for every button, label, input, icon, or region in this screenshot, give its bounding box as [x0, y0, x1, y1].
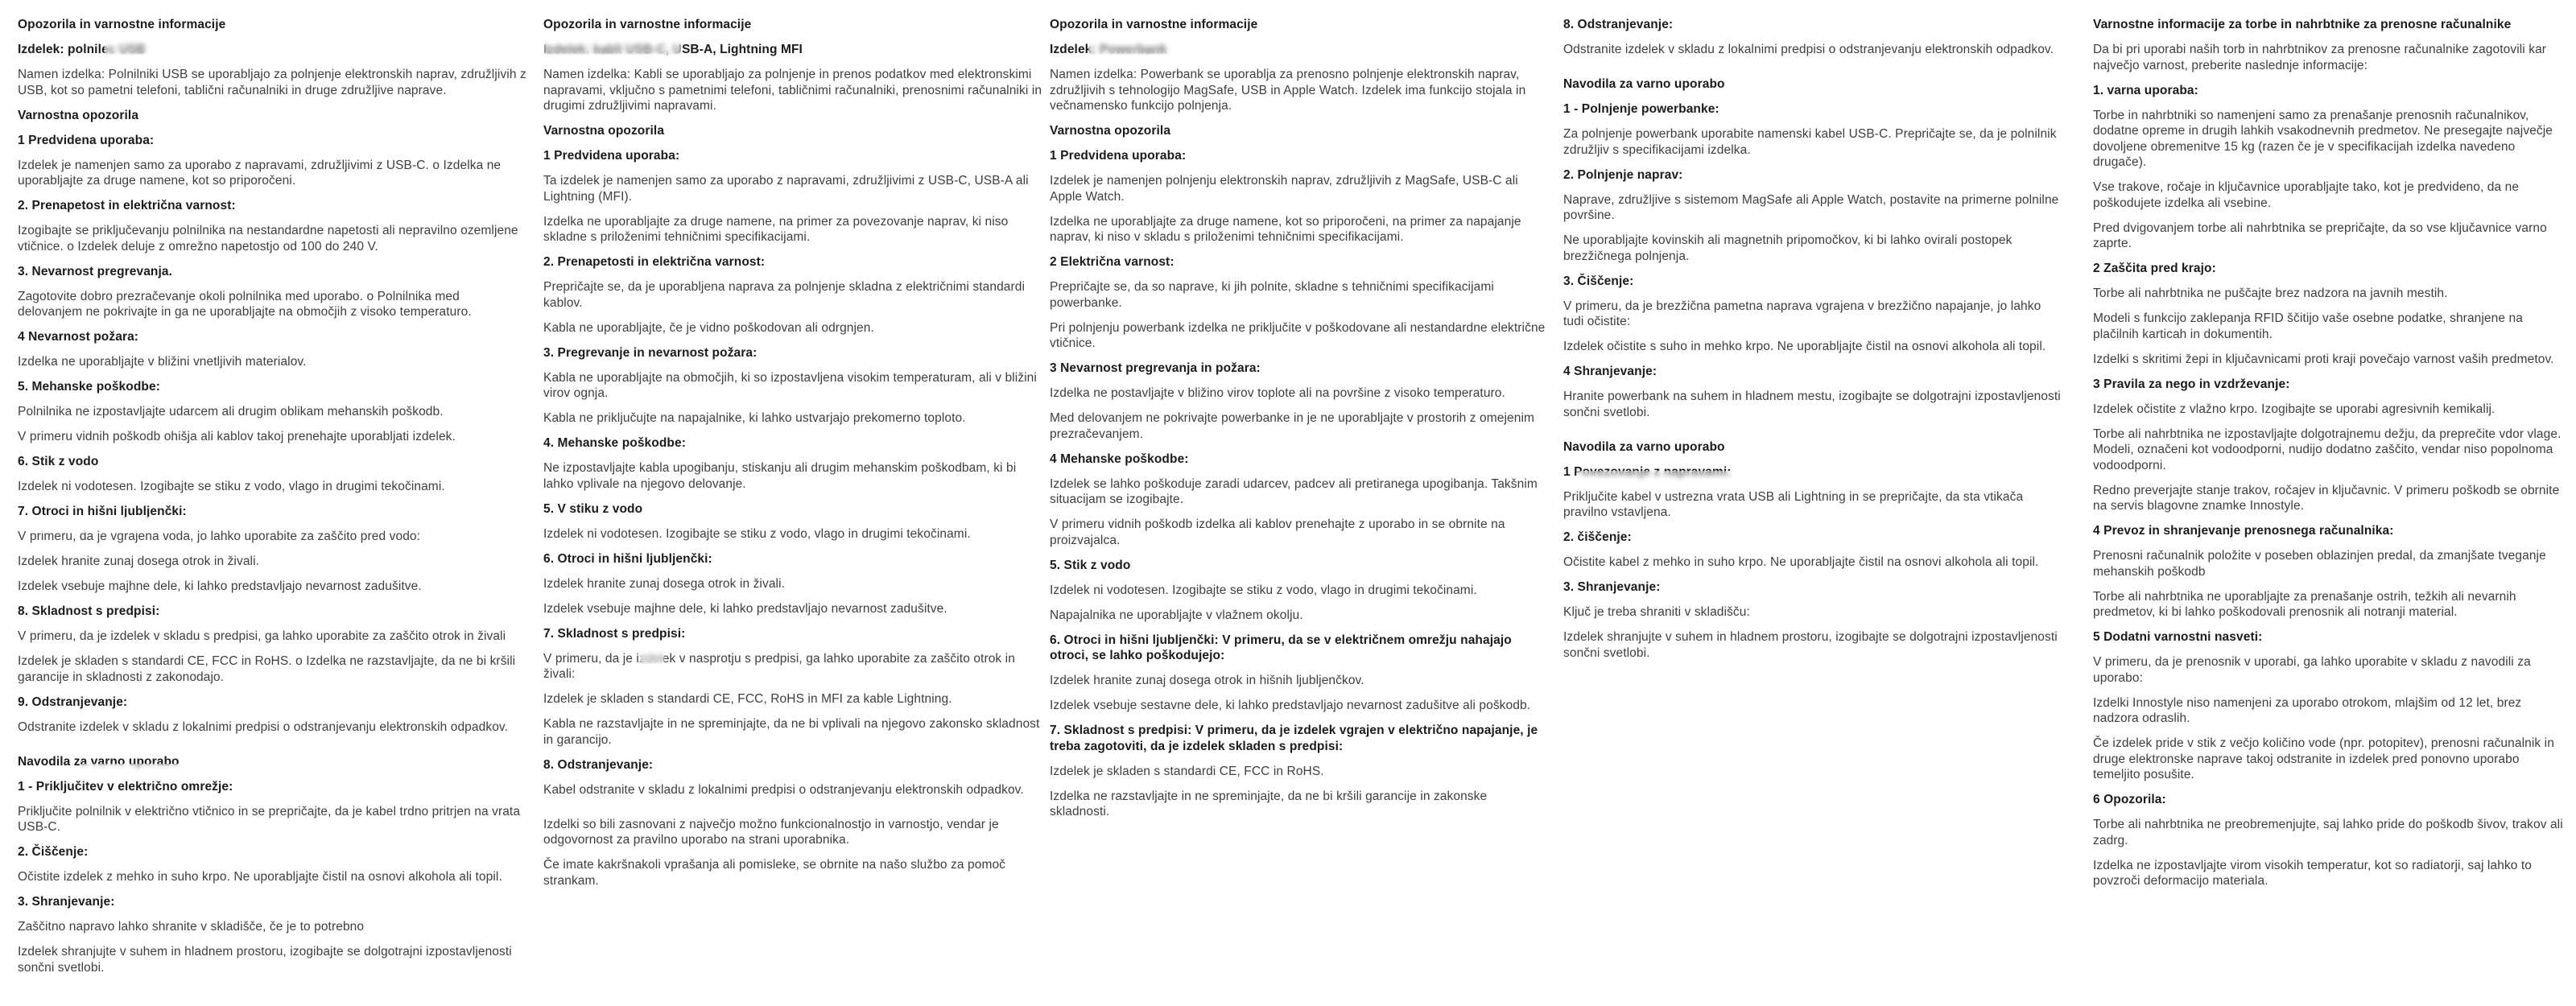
column-usb-charger [18, 17, 526, 985]
paragraph: Da bi pri uporabi naših torb in nahrbtnikov za prenosne računalnike zagotovili kar največjo varnost, preberite naslednje informacije: [2093, 43, 2547, 72]
paragraph: Zaščitno napravo lahko shranite v skladišče, če je to potrebno [18, 920, 365, 934]
paragraph: Torbe ali nahrbtnika ne preobremenjujte, saj lahko pride do poškodb šivov, trakov ali zadrg. [2093, 818, 2563, 847]
paragraph: Za polnjenje powerbank uporabite namenski kabel USB-C. Prepričajte se, da je polnilnik združljiv s specifikacijami izdelka. [1563, 127, 2057, 157]
paragraph: V primeru, da je brezžična pametna naprava vgrajena v brezžično napajanje, jo lahko tudi očistite: [1563, 299, 2041, 328]
section-heading: 4 Nevarnost požara: [18, 330, 139, 344]
paragraph: Izogibajte se priključevanju polnilnika na nestandardne napetosti ali nepravilno ozemljene vtičnice. o Izdelek deluje z omrežno napetostjo od 100 do 240 V. [18, 224, 518, 254]
section-heading: 8. Odstranjevanje: [543, 757, 654, 772]
section-heading: 7. Skladnost s predpisi: [543, 626, 686, 641]
paragraph: Izdelek se lahko poškoduje zaradi udarcev, padcev ali pretiranega upogibanja. Takšnim situacijam se izogibajte. [1050, 476, 1538, 506]
section-heading: 4. Mehanske poškodbe: [543, 436, 686, 450]
column-powerbank-continued [1563, 17, 2062, 670]
paragraph: Izdelek hranite zunaj dosega otrok in hišnih ljubljenčkov. [1050, 674, 1364, 687]
paragraph: Očistite izdelek z mehko in suho krpo. Ne uporabljajte čistil na osnovi alkohola ali topil. [18, 870, 502, 884]
section-heading: 1 Predvidena uporaba: [543, 149, 680, 163]
paragraph: V primeru vidnih poškodb izdelka ali kablov prenehajte z uporabo in se obrnite na proizvajalca. [1050, 517, 1505, 547]
section-spacer [543, 807, 1049, 817]
paragraph: Zagotovite dobro prezračevanje okoli polnilnika med uporabo. o Polnilnika med delovanjem ne pokrivajte in ga ne uporabljajte na območjih z visoko temperaturo. [18, 289, 472, 319]
paragraph: V primeru vidnih poškodb ohišja ali kablov takoj prenehajte uporabljati izdelek. [18, 430, 456, 443]
paragraph: Pri polnjenju powerbank izdelka ne priključite v poškodovane ali nestandardne električne vtičnice. [1050, 320, 1546, 350]
section-heading: 2. Prenapetosti in električna varnost: [543, 255, 766, 269]
paragraph: Izdelek vsebuje majhne dele, ki lahko predstavljajo nevarnost zadušitve. [543, 601, 947, 616]
doc-title: Varnostne informacije za torbe in nahrbtnike za prenosne računalnike [2093, 18, 2512, 31]
section-heading: 2. Čiščenje: [18, 845, 89, 859]
section-heading: 3. Čiščenje: [1563, 274, 1634, 288]
paragraph: Izdelka ne uporabljajte za druge namene, na primer za povezovanje naprav, ki niso skladne s priloženimi tehničnimi specifikacijami. [543, 214, 1009, 244]
section-heading: 3. Nevarnost pregrevanja. [18, 264, 173, 278]
section-heading: 8. Skladnost s predpisi: [18, 604, 160, 618]
paragraph: Odstranite izdelek v skladu z lokalnimi predpisi o odstranjevanju elektronskih odpadkov. [18, 719, 509, 734]
paragraph: Kabla ne razstavljajte in ne spreminjajte, da ne bi vplivali na njegovo zakonsko skladnost in garancijo. [543, 717, 1040, 747]
section-spacer [1563, 67, 2062, 76]
paragraph: Izdelek ni vodotesen. Izogibajte se stiku z vodo, vlago in drugimi tekočinami. [18, 480, 445, 493]
doc-title: Opozorila in varnostne informacije [18, 18, 226, 31]
paragraph: Namen izdelka: Kabli se uporabljajo za polnjenje in prenos podatkov med elektronskimi napravami, vključno s pametnimi telefoni, tabličnimi računalniki, prenosnimi računalniki in drugimi združljivimi napravami. [543, 68, 1042, 113]
paragraph: Izdelek je namenjen samo za uporabo z napravami, združljivimi z USB-C. o Izdelka ne uporabljajte za druge namene, kot so priporočeni. [18, 158, 502, 188]
section-heading: 9. Odstranjevanje: [18, 695, 128, 709]
paragraph: Izdelek je namenjen polnjenju elektronskih naprav, združljivih z MagSafe, USB-C ali Apple Watch. [1050, 174, 1518, 204]
product-title: Izdelek: Powerbank [1050, 43, 1167, 56]
section-heading: 1 - Priključitev v električno omrežje: [18, 779, 233, 794]
paragraph: Med delovanjem ne pokrivajte powerbanke in je ne uporabljajte v prostorih z omejenim prezračevanjem. [1050, 411, 1535, 441]
section-heading: 5. V stiku z vodo [543, 501, 643, 516]
paragraph: Namen izdelka: Polnilniki USB se uporabljajo za polnjenje elektronskih naprav, združljivih z USB, kot so pametni telefoni, tablični računalniki in druge združljive naprave. [18, 68, 526, 97]
paragraph: Ne izpostavljajte kabla upogibanju, stiskanju ali drugim mehanskim poškodbam, ki bi lahko vplivale na njegovo delovanje. [543, 461, 1017, 491]
paragraph: Polnilnika ne izpostavljajte udarcem ali drugim oblikam mehanskih poškodb. [18, 405, 444, 418]
section-heading: 4 Mehanske poškodbe: [1050, 451, 1189, 466]
paragraph: V primeru, da je izdelek v nasprotju s predpisi, ga lahko uporabite za zaščito otrok in živali: [543, 651, 1015, 681]
section-heading: 3. Shranjevanje: [18, 895, 115, 909]
paragraph: Izdelka ne razstavljajte in ne spreminjajte, da ne bi kršili garancije in zakonske skladnosti. [1050, 789, 1488, 818]
paragraph: Prepričajte se, da so naprave, ki jih polnite, skladne s tehničnimi specifikacijami powerbanke. [1050, 280, 1494, 310]
paragraph: Če imate kakršnakoli vprašanja ali pomisleke, se obrnite na našo službo za pomoč strankam. [543, 858, 1006, 888]
paragraph: Izdelki so bili zasnovani z največjo možno funkcionalnostjo in varnostjo, vendar je odgovornost za pravilno uporabo na strani uporabnika. [543, 817, 999, 847]
paragraph: Izdelek shranjujte v suhem in hladnem prostoru, izogibajte se dolgotrajni izpostavljenosti sončni svetlobi. [1563, 630, 2058, 660]
section-heading: 7. Skladnost s predpisi: V primeru, da je izdelek vgrajen v električno napajanje, je treba zagotoviti, da je izdelek skladen s predpisi: [1050, 724, 1538, 753]
paragraph: Izdelek je skladen s standardi CE, FCC, RoHS in MFI za kable Lightning. [543, 692, 952, 706]
paragraph: Izdelka ne uporabljajte v bližini vnetljivih materialov. [18, 355, 307, 369]
paragraph: Izdelek očistite s suho in mehko krpo. Ne uporabljajte čistil na osnovi alkohola ali topil. [1563, 340, 2046, 353]
paragraph: Izdelek očistite z vlažno krpo. Izogibajte se uporabi agresivnih kemikalij. [2093, 402, 2496, 416]
section-heading: 8. Odstranjevanje: [1563, 18, 1674, 31]
paragraph: Izdelek ni vodotesen. Izogibajte se stiku z vodo, vlago in drugimi tekočinami. [543, 526, 971, 541]
paragraph: Naprave, združljive s sistemom MagSafe ali Apple Watch, postavite na primerne polnilne površine. [1563, 192, 2059, 222]
paragraph: Kabla ne uporabljajte na območjih, ki so izpostavljena visokim temperaturam, ali v bližini virov ognja. [543, 370, 1037, 400]
section-heading: 5 Dodatni varnostni nasveti: [2093, 630, 2263, 644]
column-laptop-bags [2093, 17, 2566, 898]
paragraph: Izdelki s skritimi žepi in ključavnicami proti kraji povečajo varnost vaših predmetov. [2093, 352, 2554, 366]
section-heading: 4 Shranjevanje: [1563, 365, 1657, 378]
section-heading: 2 Zaščita pred krajo: [2093, 262, 2216, 275]
paragraph: Kabla ne priključujte na napajalnike, ki lahko ustvarjajo prekomerno toploto. [543, 411, 966, 425]
column-powerbank [1050, 17, 1547, 829]
section-heading: Navodila za varno uporabo [1563, 77, 1725, 91]
paragraph: Priključite polnilnik v električno vtičnico in se prepričajte, da je kabel trdno pritrjen na vrata USB-C. [18, 804, 521, 834]
section-heading: Navodila za varno uporabo [1563, 439, 1725, 454]
paragraph: V primeru, da je izdelek v skladu s predpisi, ga lahko uporabite za zaščito otrok in živali [18, 629, 506, 643]
section-heading: 3 Pravila za nego in vzdrževanje: [2093, 377, 2290, 391]
section-heading: 6 Opozorila: [2093, 793, 2166, 806]
paragraph: Izdelek vsebuje sestavne dele, ki lahko predstavljajo nevarnost zadušitve ali poškodb. [1050, 699, 1531, 712]
paragraph: Prepričajte se, da je uporabljena naprava za polnjenje skladna z električnimi standardi kablov. [543, 280, 1026, 310]
section-heading: 2. Polnjenje naprav: [1563, 167, 1683, 182]
section-heading: 2. Prenapetost in električna varnost: [18, 199, 236, 212]
section-heading: 6. Otroci in hišni ljubljenčki: [543, 551, 712, 566]
section-heading: 5. Mehanske poškodbe: [18, 380, 160, 394]
paragraph: Hranite powerbank na suhem in hladnem mestu, izogibajte se dolgotrajni izpostavljenosti sončni svetlobi. [1563, 390, 2061, 419]
section-heading: 3 Nevarnost pregrevanja in požara: [1050, 361, 1261, 375]
section-heading: 6. Stik z vodo [18, 455, 99, 468]
section-heading: Varnostna opozorila [18, 108, 139, 122]
paragraph: Pred dvigovanjem torbe ali nahrbtnika se prepričajte, da so vse ključavnice varno zaprte. [2093, 221, 2547, 250]
product-title: Izdelek: polnilec USB [18, 43, 146, 56]
paragraph: Prenosni računalnik položite v poseben oblazinjen predal, da zmanjšate tveganje mehanskih poškodb [2093, 549, 2546, 579]
product-title: Izdelek: kabli USB-C, USB-A, Lightning MFI [543, 43, 803, 56]
paragraph: Ta izdelek je namenjen samo za uporabo z napravami, združljivimi z USB-C, USB-A ali Lightning (MFI). [543, 174, 1029, 204]
section-heading: 1 - Polnjenje powerbanke: [1563, 102, 1719, 116]
paragraph: Izdelek hranite zunaj dosega otrok in živali. [18, 555, 260, 568]
paragraph: Redno preverjajte stanje trakov, ročajev in ključavnic. V primeru poškodb se obrnite na servis blagovne znamke Innostyle. [2093, 483, 2560, 513]
column-cables [543, 17, 1049, 898]
paragraph: Ključ je treba shraniti v skladišču: [1563, 605, 1750, 619]
paragraph: Kabla ne uporabljajte, če je vidno poškodovan ali odrgnjen. [543, 320, 874, 335]
paragraph: Izdelek je skladen s standardi CE, FCC in RoHS. o Izdelka ne razstavljajte, da ne bi kršili garancije in skladnosti z zakonodajo. [18, 654, 516, 684]
section-heading: 6. Otroci in hišni ljubljenčki: V primeru, da se v električnem omrežju nahajajo otroci, se lahko poškodujejo: [1050, 633, 1512, 662]
paragraph: Napajalnika ne uporabljajte v vlažnem okolju. [1050, 608, 1303, 622]
paragraph: V primeru, da je prenosnik v uporabi, ga lahko uporabite v skladu z navodili za uporabo: [2093, 655, 2531, 685]
section-heading: Navodila za varno uporabo [18, 754, 180, 769]
section-heading: 7. Otroci in hišni ljubljenčki: [18, 505, 187, 518]
paragraph: Modeli s funkcijo zaklepanja RFID ščitijo vaše osebne podatke, shranjene na plačilnih karticah in dokumentih. [2093, 311, 2523, 341]
paragraph: Izdelka ne izpostavljajte virom visokih temperatur, kot so radiatorji, saj lahko to povzroči deformacijo materiala. [2093, 858, 2533, 888]
paragraph: Izdelek vsebuje majhne dele, ki lahko predstavljajo nevarnost zadušitve. [18, 579, 422, 593]
doc-title: Opozorila in varnostne informacije [1050, 18, 1258, 31]
section-heading: 1. varna uporaba: [2093, 83, 2198, 97]
paragraph: Torbe ali nahrbtnika ne puščajte brez nadzora na javnih mestih. [2093, 287, 2448, 300]
section-spacer [18, 744, 526, 754]
section-heading: 4 Prevoz in shranjevanje prenosnega računalnika: [2093, 524, 2394, 538]
paragraph: Namen izdelka: Powerbank se uporablja za prenosno polnjenje elektronskih naprav, združljivih s tehnologijo MagSafe, USB in Apple Watch. Izdelek ima funkcijo stojala in večnamensko funkcijo polnjenja. [1050, 68, 1526, 113]
paragraph: Izdelek ni vodotesen. Izogibajte se stiku z vodo, vlago in drugimi tekočinami. [1050, 583, 1477, 597]
paragraph: Izdelki Innostyle niso namenjeni za uporabo otrokom, mlajšim od 12 let, brez nadzora odraslih. [2093, 695, 2522, 725]
section-heading: 2 Električna varnost: [1050, 255, 1174, 269]
paragraph: Izdelek shranjujte v suhem in hladnem prostoru, izogibajte se dolgotrajni izpostavljenosti sončni svetlobi. [18, 945, 512, 975]
paragraph: Izdelek hranite zunaj dosega otrok in živali. [543, 576, 786, 591]
section-heading: 2. čiščenje: [1563, 530, 1632, 544]
paragraph: Torbe in nahrbtniki so namenjeni samo za prenašanje prenosnih računalnikov, dodatne opreme in drugih lahkih vsakodnevnih predmetov. Ne presegajte največje dovoljene obremenitve 15 kg (razen če je v specifikacijah izdelka navedeno drugače). [2093, 108, 2553, 169]
paragraph: Ne uporabljajte kovinskih ali magnetnih pripomočkov, ki bi lahko ovirali postopek brezžičnega polnjenja. [1563, 233, 2013, 263]
paragraph: Izdelka ne postavljajte v bližino virov toplote ali na površine z visoko temperaturo. [1050, 386, 1505, 400]
paragraph: Priključite kabel v ustrezna vrata USB ali Lightning in se prepričajte, da sta vtikača pravilno vstavljena. [1563, 489, 2024, 519]
section-heading: 1 Predvidena uporaba: [18, 133, 155, 147]
doc-title: Opozorila in varnostne informacije [543, 18, 752, 31]
section-heading: 1 Predvidena uporaba: [1050, 149, 1187, 163]
paragraph: Izdelek je skladen s standardi CE, FCC in RoHS. [1050, 764, 1324, 778]
paragraph: Izdelka ne uporabljajte za druge namene, kot so priporočeni, na primer za napajanje naprav, ki niso v skladu s priloženimi tehničnimi specifikacijami. [1050, 214, 1521, 244]
section-heading: Varnostna opozorila [543, 124, 665, 138]
paragraph: Torbe ali nahrbtnika ne izpostavljajte dolgotrajnemu dežju, da preprečite vdor vlage. Modeli, označeni kot vodoodporni, nudijo dodatno zaščito, vendar niso popolnoma vodoodporni. [2093, 427, 2562, 472]
paragraph: Če izdelek pride v stik z večjo količino vode (npr. potopitev), prenosni računalnik in druge elektronske naprave takoj odstranite in izdelek pred ponovno uporabo temeljito posušite. [2093, 736, 2554, 781]
section-heading: 3. Pregrevanje in nevarnost požara: [543, 345, 758, 360]
paragraph: V primeru, da je vgrajena voda, jo lahko uporabite za zaščito pred vodo: [18, 530, 421, 543]
paragraph: Očistite kabel z mehko in suho krpo. Ne uporabljajte čistil na osnovi alkohola ali topil. [1563, 555, 2039, 569]
section-heading: Varnostna opozorila [1050, 124, 1171, 138]
paragraph: Odstranite izdelek v skladu z lokalnimi predpisi o odstranjevanju elektronskih odpadkov. [1563, 43, 2054, 56]
paragraph: Torbe ali nahrbtnika ne uporabljajte za prenašanje ostrih, težkih ali nevarnih predmetov, ki bi lahko poškodovali prenosnik ali notranji material. [2093, 589, 2516, 619]
section-heading: 1 Povezovanje z napravami: [1563, 464, 1732, 479]
section-heading: 3. Shranjevanje: [1563, 580, 1661, 594]
section-spacer [1563, 430, 2062, 439]
paragraph: Kabel odstranite v skladu z lokalnimi predpisi o odstranjevanju elektronskih odpadkov. [543, 782, 1024, 797]
section-heading: 5. Stik z vodo [1050, 558, 1131, 572]
paragraph: Vse trakove, ročaje in ključavnice uporabljajte tako, kot je predvideno, da ne poškodujete izdelka ali vsebine. [2093, 180, 2520, 210]
